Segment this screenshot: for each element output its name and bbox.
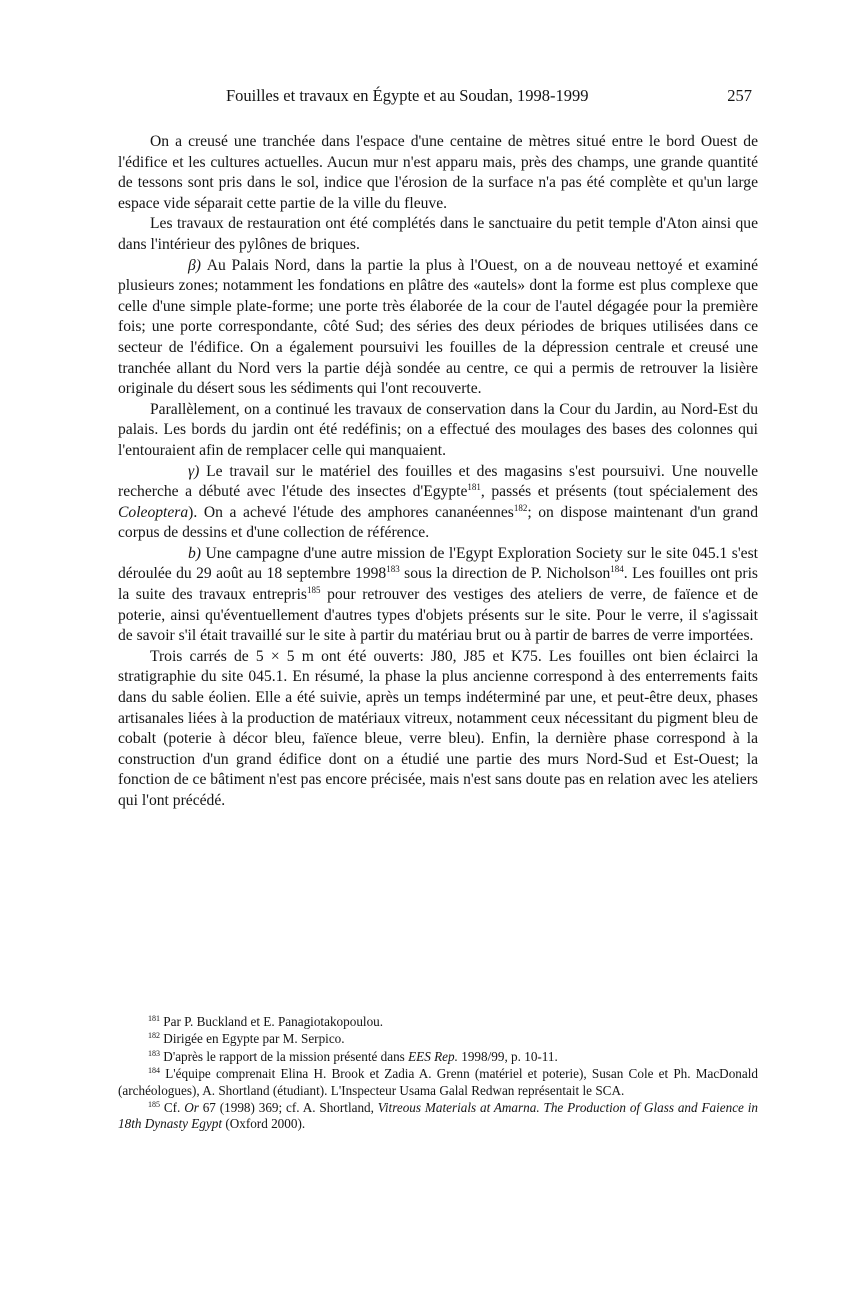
paragraph-text: Trois carrés de 5 × 5 m ont été ouverts: J80, J85 et K75. Les fouilles ont bien éclairci la stratigraphie du site 045.1. En résumé, la phase la plus ancienne correspond à des enterrements faits dans du sable éolien. Elle a été suivie, après un temps indéterminé par une, et peut-être deux, phases artisanales liées à la production de matériaux vitreux, notamment ceux nécessitant du pigment bleu de cobalt (poterie à décor bleu, faïence bleue, verre bleu). Enfin, la dernière phase correspond à la construction d'un grand édifice dont on a étudié une partie des murs Nord-Sud et Est-Ouest; la fonction de ce bâtiment n'est pas encore précisée, mais n'est sans doute pas en relation avec les ateliers qui l'ont précédé. bbox=[118, 647, 758, 809]
footnote-ref[interactable]: 181 bbox=[467, 482, 481, 493]
italic-term: Coleoptera bbox=[118, 503, 189, 521]
footnote bbox=[118, 1014, 758, 1030]
footnote-italic: Vitreous Materials at Amarna. The Production of Glass and Faience in 18th Dynasty Egypt bbox=[118, 1100, 759, 1132]
paragraph-text: sous la direction de P. Nicholson bbox=[399, 565, 611, 583]
footnote-ref[interactable]: 182 bbox=[513, 502, 528, 513]
footnote bbox=[118, 1031, 758, 1047]
footnote-text: 1998/99, p. 10-11. bbox=[457, 1048, 558, 1064]
paragraph-text: Les travaux de restauration ont été complétés dans le sanctuaire du petit temple d'Aton ainsi que dans l'intérieur des pylônes de briques. bbox=[118, 215, 758, 253]
section-marker: b) bbox=[188, 544, 201, 562]
running-head bbox=[118, 86, 758, 114]
section-marker: β) bbox=[188, 256, 201, 274]
paragraph-text: . Les fouilles ont pris la suite des travaux entrepris bbox=[118, 565, 758, 604]
footnote-number: 185 bbox=[148, 1100, 160, 1110]
paragraph-b bbox=[118, 544, 758, 647]
footnote-number: 181 bbox=[148, 1014, 160, 1023]
paragraph-text: ). On a achevé l'étude des amphores cananéennes bbox=[188, 503, 514, 521]
footnotes bbox=[118, 1014, 758, 1134]
running-title: Fouilles et travaux en Égypte et au Soudan, 1998-1999 bbox=[226, 86, 589, 105]
footnote-text: Dirigée en Egypte par M. Serpico. bbox=[163, 1031, 345, 1047]
paragraph-text: ; on dispose maintenant d'un grand corpus de dessins et d'une collection de référence. bbox=[118, 503, 758, 542]
body-text bbox=[118, 132, 758, 812]
paragraph-text: Le travail sur le matériel des fouilles et des magasins s'est poursuivi. Une nouvelle recherche a débuté avec l'étude des insectes d'Egypte bbox=[118, 462, 758, 501]
paragraph-text: pour retrouver des vestiges des ateliers de verre, de faïence et de poterie, ainsi qu'éventuellement d'autres types d'objets présents sur le site. Pour le verre, il s'agissait de savoir s'il était travaillé sur le site à partir du matériau brut ou à partir de barres de verre importées. bbox=[118, 586, 759, 645]
paragraph bbox=[118, 214, 758, 255]
paragraph-gamma bbox=[118, 462, 758, 544]
footnote-number: 183 bbox=[148, 1048, 160, 1058]
paragraph bbox=[118, 400, 758, 462]
paragraph-text: , passés et présents (tout spécialement des bbox=[480, 483, 758, 501]
paragraph-beta bbox=[118, 256, 758, 400]
footnote-text: L'équipe comprenait Elina H. Brook et Zadia A. Grenn (matériel et poterie), Susan Cole et Ph. MacDonald (archéologues), A. Shortland (étudiant). L'Inspecteur Usama Galal Redwan représentait le SCA. bbox=[118, 1066, 758, 1098]
paragraph bbox=[118, 132, 758, 214]
page-number: 257 bbox=[727, 86, 752, 105]
footnote bbox=[118, 1100, 758, 1133]
footnote-ref[interactable]: 185 bbox=[307, 585, 321, 596]
paragraph bbox=[118, 647, 758, 812]
page bbox=[118, 86, 758, 812]
footnote-italic: EES Rep. bbox=[408, 1048, 458, 1064]
section-marker: γ) bbox=[188, 462, 200, 480]
footnote-text: 67 (1998) 369; cf. A. Shortland, bbox=[198, 1100, 378, 1116]
footnote-text: Cf. bbox=[163, 1100, 185, 1116]
footnote-text: D'après le rapport de la mission présenté dans bbox=[163, 1048, 409, 1064]
footnote-text: (Oxford 2000). bbox=[222, 1116, 306, 1132]
footnote-ref[interactable]: 183 bbox=[386, 564, 400, 575]
footnote bbox=[118, 1049, 758, 1065]
paragraph-text: Parallèlement, on a continué les travaux de conservation dans la Cour du Jardin, au Nord-Est du palais. Les bords du jardin ont été redéfinis; on a effectué des moulages des bases des colonnes qui l'entouraient afin de remplacer celle qui manquaient. bbox=[118, 400, 758, 459]
footnote-ref[interactable]: 184 bbox=[610, 564, 624, 575]
footnote-text: Par P. Buckland et E. Panagiotakopoulou. bbox=[163, 1014, 384, 1029]
paragraph-text: Au Palais Nord, dans la partie la plus à l'Ouest, on a de nouveau nettoyé et examiné plusieurs zones; notamment les fondations en plâtre des «autels» dont la forme est plus complexe que celle d'une simple plate-forme; une porte très élaborée de la cour de l'autel dégagée pour la première fois; une porte correspondante, côté Sud; des séries des deux périodes de briques utilisées dans ce secteur de l'édifice. On a également poursuivi les fouilles de la dépression centrale et creusé une tranchée allant du Nord vers la partie déjà sondée au centre, ce qui a permis de retrouver la lisière originale du désert sous les sédiments qui l'ont recouverte. bbox=[118, 256, 758, 398]
footnote-italic: Or bbox=[184, 1100, 199, 1116]
footnote-number: 184 bbox=[148, 1066, 160, 1076]
paragraph-text: On a creusé une tranchée dans l'espace d'une centaine de mètres situé entre le bord Ouest de l'édifice et les cultures actuelles. Aucun mur n'est apparu mais, près des champs, une grande quantité de tessons sont pris dans le sol, indice que l'érosion de la surface n'a pas été complète et qu'un large espace vide séparait cette partie de la ville du fleuve. bbox=[118, 133, 758, 212]
paragraph-text: Une campagne d'une autre mission de l'Egypt Exploration Society sur le site 045.1 s'est déroulée du 29 août au 18 septembre 1998 bbox=[118, 544, 758, 583]
footnote bbox=[118, 1066, 758, 1099]
footnote-number: 182 bbox=[148, 1031, 160, 1041]
